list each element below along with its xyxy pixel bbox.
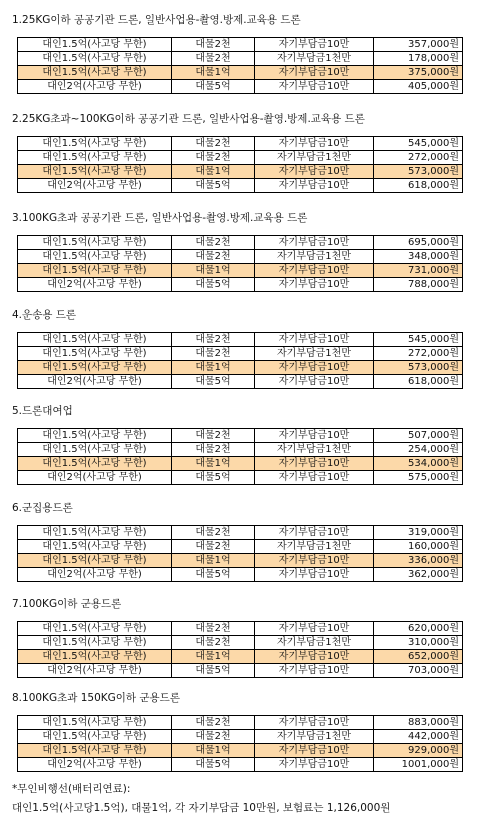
table-row [18, 730, 463, 744]
premium-cell: 336,000원 [374, 554, 463, 568]
coverage-property-cell: 대물5억 [172, 80, 255, 94]
deductible-cell: 자기부담금10만 [255, 137, 374, 151]
coverage-bodily-cell: 대인2억(사고당 무한) [18, 471, 172, 485]
deductible-cell: 자기부담금10만 [255, 664, 374, 678]
premium-cell: 442,000원 [374, 730, 463, 744]
rate-table [17, 332, 463, 389]
deductible-cell: 자기부담금10만 [255, 375, 374, 389]
deductible-cell: 자기부담금10만 [255, 744, 374, 758]
premium-cell: 618,000원 [374, 179, 463, 193]
section-title: 5.드론대여업 [12, 405, 73, 417]
table-row [18, 38, 463, 52]
coverage-bodily-cell: 대인1.5억(사고당 무한) [18, 52, 172, 66]
footer-note: *무인비행선(배터리연료): [12, 783, 131, 795]
coverage-property-cell: 대물1억 [172, 650, 255, 664]
deductible-cell: 자기부담금1천만 [255, 636, 374, 650]
rate-table [17, 621, 463, 678]
table-row [18, 540, 463, 554]
coverage-bodily-cell: 대인1.5억(사고당 무한) [18, 66, 172, 80]
premium-cell: 929,000원 [374, 744, 463, 758]
coverage-bodily-cell: 대인1.5억(사고당 무한) [18, 443, 172, 457]
table-row [18, 151, 463, 165]
table-row [18, 568, 463, 582]
coverage-bodily-cell: 대인1.5억(사고당 무한) [18, 429, 172, 443]
coverage-bodily-cell: 대인2억(사고당 무한) [18, 278, 172, 292]
table-row [18, 744, 463, 758]
premium-cell: 254,000원 [374, 443, 463, 457]
table-row [18, 278, 463, 292]
deductible-cell: 자기부담금10만 [255, 278, 374, 292]
coverage-property-cell: 대물5억 [172, 278, 255, 292]
coverage-property-cell: 대물2천 [172, 716, 255, 730]
coverage-bodily-cell: 대인1.5억(사고당 무한) [18, 554, 172, 568]
footer-summary: 대인1.5억(사고당1.5억), 대물1억, 각 자기부담금 10만원, 보험료는 1,126,000원 [12, 802, 391, 814]
premium-cell: 652,000원 [374, 650, 463, 664]
coverage-bodily-cell: 대인1.5억(사고당 무한) [18, 165, 172, 179]
coverage-bodily-cell: 대인2억(사고당 무한) [18, 179, 172, 193]
coverage-bodily-cell: 대인1.5억(사고당 무한) [18, 264, 172, 278]
deductible-cell: 자기부담금10만 [255, 622, 374, 636]
rate-table [17, 235, 463, 292]
coverage-property-cell: 대물5억 [172, 758, 255, 772]
table-row [18, 333, 463, 347]
table-row [18, 664, 463, 678]
rate-table [17, 525, 463, 582]
coverage-property-cell: 대물2천 [172, 540, 255, 554]
coverage-bodily-cell: 대인1.5억(사고당 무한) [18, 730, 172, 744]
premium-cell: 310,000원 [374, 636, 463, 650]
rate-section [0, 500, 501, 590]
coverage-bodily-cell: 대인1.5억(사고당 무한) [18, 38, 172, 52]
premium-cell: 618,000원 [374, 375, 463, 389]
coverage-bodily-cell: 대인1.5억(사고당 무한) [18, 137, 172, 151]
premium-cell: 375,000원 [374, 66, 463, 80]
coverage-property-cell: 대물2천 [172, 333, 255, 347]
coverage-property-cell: 대물1억 [172, 66, 255, 80]
table-row [18, 66, 463, 80]
deductible-cell: 자기부담금10만 [255, 38, 374, 52]
premium-cell: 272,000원 [374, 151, 463, 165]
table-row [18, 650, 463, 664]
deductible-cell: 자기부담금10만 [255, 716, 374, 730]
deductible-cell: 자기부담금10만 [255, 179, 374, 193]
premium-cell: 703,000원 [374, 664, 463, 678]
coverage-property-cell: 대물1억 [172, 165, 255, 179]
table-row [18, 250, 463, 264]
table-row [18, 758, 463, 772]
premium-cell: 573,000원 [374, 361, 463, 375]
coverage-bodily-cell: 대인1.5억(사고당 무한) [18, 333, 172, 347]
coverage-property-cell: 대물2천 [172, 52, 255, 66]
coverage-bodily-cell: 대인1.5억(사고당 무한) [18, 361, 172, 375]
table-row [18, 471, 463, 485]
table-row [18, 375, 463, 389]
premium-cell: 405,000원 [374, 80, 463, 94]
table-row [18, 80, 463, 94]
rate-table [17, 136, 463, 193]
coverage-bodily-cell: 대인2억(사고당 무한) [18, 375, 172, 389]
coverage-property-cell: 대물2천 [172, 151, 255, 165]
deductible-cell: 자기부담금10만 [255, 554, 374, 568]
table-row [18, 636, 463, 650]
section-title: 3.100KG초과 공공기관 드론, 일반사업용-촬영.방제.교육용 드론 [12, 212, 308, 224]
coverage-bodily-cell: 대인1.5억(사고당 무한) [18, 347, 172, 361]
deductible-cell: 자기부담금10만 [255, 429, 374, 443]
coverage-property-cell: 대물2천 [172, 730, 255, 744]
deductible-cell: 자기부담금10만 [255, 650, 374, 664]
coverage-bodily-cell: 대인1.5억(사고당 무한) [18, 650, 172, 664]
deductible-cell: 자기부담금10만 [255, 80, 374, 94]
premium-cell: 788,000원 [374, 278, 463, 292]
deductible-cell: 자기부담금10만 [255, 568, 374, 582]
table-row [18, 622, 463, 636]
table-row [18, 361, 463, 375]
coverage-property-cell: 대물2천 [172, 137, 255, 151]
coverage-property-cell: 대물5억 [172, 179, 255, 193]
premium-cell: 883,000원 [374, 716, 463, 730]
rate-section [0, 403, 501, 493]
table-row [18, 236, 463, 250]
deductible-cell: 자기부담금10만 [255, 66, 374, 80]
section-title: 8.100KG초과 150KG이하 군용드론 [12, 692, 180, 704]
coverage-property-cell: 대물5억 [172, 471, 255, 485]
deductible-cell: 자기부담금10만 [255, 471, 374, 485]
table-row [18, 554, 463, 568]
table-row [18, 347, 463, 361]
coverage-property-cell: 대물2천 [172, 622, 255, 636]
deductible-cell: 자기부담금1천만 [255, 250, 374, 264]
premium-cell: 357,000원 [374, 38, 463, 52]
coverage-bodily-cell: 대인2억(사고당 무한) [18, 664, 172, 678]
rate-section [0, 12, 501, 102]
table-row [18, 716, 463, 730]
premium-cell: 545,000원 [374, 333, 463, 347]
deductible-cell: 자기부담금1천만 [255, 347, 374, 361]
section-title: 7.100KG이하 군용드론 [12, 598, 122, 610]
section-title: 6.군집용드론 [12, 502, 73, 514]
coverage-bodily-cell: 대인2억(사고당 무한) [18, 568, 172, 582]
premium-cell: 1001,000원 [374, 758, 463, 772]
coverage-property-cell: 대물1억 [172, 457, 255, 471]
coverage-property-cell: 대물1억 [172, 554, 255, 568]
coverage-property-cell: 대물2천 [172, 429, 255, 443]
coverage-bodily-cell: 대인1.5억(사고당 무한) [18, 236, 172, 250]
table-row [18, 264, 463, 278]
coverage-property-cell: 대물1억 [172, 744, 255, 758]
table-row [18, 457, 463, 471]
coverage-bodily-cell: 대인1.5억(사고당 무한) [18, 540, 172, 554]
rate-table [17, 428, 463, 485]
premium-cell: 545,000원 [374, 137, 463, 151]
coverage-bodily-cell: 대인1.5억(사고당 무한) [18, 622, 172, 636]
deductible-cell: 자기부담금1천만 [255, 443, 374, 457]
coverage-bodily-cell: 대인1.5억(사고당 무한) [18, 151, 172, 165]
premium-cell: 319,000원 [374, 526, 463, 540]
coverage-bodily-cell: 대인1.5억(사고당 무한) [18, 457, 172, 471]
section-title: 2.25KG초과~100KG이하 공공기관 드론, 일반사업용-촬영.방제.교육용 드론 [12, 113, 365, 125]
table-row [18, 443, 463, 457]
premium-cell: 695,000원 [374, 236, 463, 250]
deductible-cell: 자기부담금10만 [255, 526, 374, 540]
rate-section [0, 596, 501, 686]
deductible-cell: 자기부담금1천만 [255, 540, 374, 554]
deductible-cell: 자기부담금10만 [255, 333, 374, 347]
coverage-property-cell: 대물1억 [172, 264, 255, 278]
coverage-property-cell: 대물2천 [172, 526, 255, 540]
table-row [18, 52, 463, 66]
coverage-property-cell: 대물2천 [172, 250, 255, 264]
deductible-cell: 자기부담금10만 [255, 165, 374, 179]
deductible-cell: 자기부담금10만 [255, 758, 374, 772]
table-row [18, 429, 463, 443]
rate-table [17, 37, 463, 94]
premium-cell: 573,000원 [374, 165, 463, 179]
deductible-cell: 자기부담금10만 [255, 264, 374, 278]
premium-cell: 575,000원 [374, 471, 463, 485]
rate-section [0, 210, 501, 300]
section-title: 1.25KG이하 공공기관 드론, 일반사업용-촬영.방제.교육용 드론 [12, 14, 301, 26]
premium-cell: 362,000원 [374, 568, 463, 582]
coverage-bodily-cell: 대인1.5억(사고당 무한) [18, 250, 172, 264]
coverage-bodily-cell: 대인1.5억(사고당 무한) [18, 716, 172, 730]
rate-section [0, 111, 501, 201]
premium-cell: 160,000원 [374, 540, 463, 554]
coverage-property-cell: 대물5억 [172, 568, 255, 582]
premium-cell: 507,000원 [374, 429, 463, 443]
coverage-property-cell: 대물2천 [172, 443, 255, 457]
premium-cell: 731,000원 [374, 264, 463, 278]
section-title: 4.운송용 드론 [12, 309, 77, 321]
premium-cell: 348,000원 [374, 250, 463, 264]
coverage-property-cell: 대물2천 [172, 347, 255, 361]
deductible-cell: 자기부담금10만 [255, 236, 374, 250]
rate-section [0, 690, 501, 780]
deductible-cell: 자기부담금1천만 [255, 52, 374, 66]
coverage-bodily-cell: 대인1.5억(사고당 무한) [18, 744, 172, 758]
table-row [18, 165, 463, 179]
premium-cell: 272,000원 [374, 347, 463, 361]
coverage-bodily-cell: 대인2억(사고당 무한) [18, 758, 172, 772]
premium-cell: 178,000원 [374, 52, 463, 66]
table-row [18, 137, 463, 151]
coverage-property-cell: 대물2천 [172, 636, 255, 650]
coverage-bodily-cell: 대인1.5억(사고당 무한) [18, 526, 172, 540]
coverage-property-cell: 대물1억 [172, 361, 255, 375]
deductible-cell: 자기부담금10만 [255, 361, 374, 375]
table-row [18, 179, 463, 193]
coverage-property-cell: 대물5억 [172, 375, 255, 389]
rate-table [17, 715, 463, 772]
coverage-property-cell: 대물2천 [172, 236, 255, 250]
rate-section [0, 307, 501, 397]
coverage-property-cell: 대물2천 [172, 38, 255, 52]
coverage-bodily-cell: 대인1.5억(사고당 무한) [18, 636, 172, 650]
premium-cell: 620,000원 [374, 622, 463, 636]
premium-cell: 534,000원 [374, 457, 463, 471]
deductible-cell: 자기부담금10만 [255, 457, 374, 471]
deductible-cell: 자기부담금1천만 [255, 151, 374, 165]
coverage-property-cell: 대물5억 [172, 664, 255, 678]
coverage-bodily-cell: 대인2억(사고당 무한) [18, 80, 172, 94]
deductible-cell: 자기부담금1천만 [255, 730, 374, 744]
table-row [18, 526, 463, 540]
